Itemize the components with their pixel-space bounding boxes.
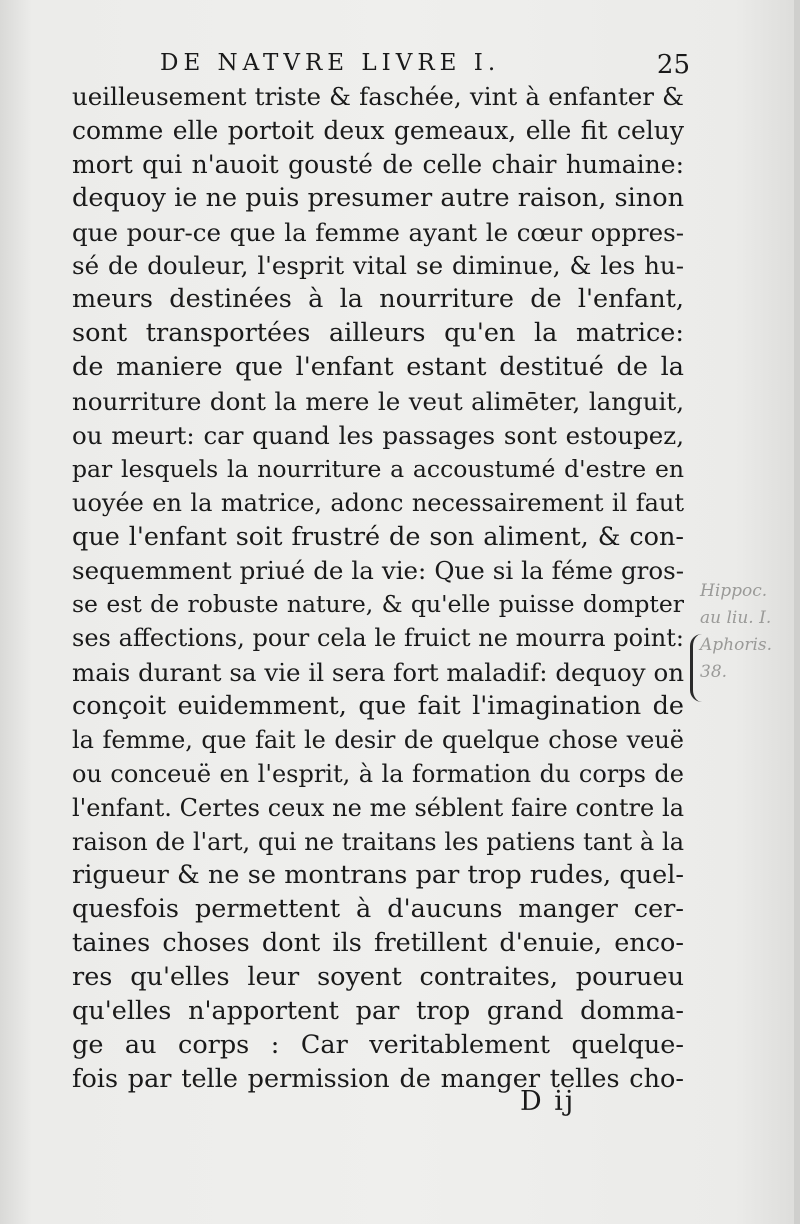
text-line: sé de douleur, l'esprit vital se diminue, & les hu- [72,251,684,281]
text-line: que pour-ce que la femme ayant le cœur oppres- [72,217,684,247]
text-line: taines choses dont ils fretillent d'enuie, enco- [72,928,684,959]
margin-note-line: Aphoris. [700,635,773,655]
margin-note [700,578,800,686]
text-line: ou conceuë en l'esprit, à la formation du corps de [72,759,684,788]
text-line: ueilleusement triste & faschée, vint à enfanter & [72,82,684,111]
text-line: mais durant sa vie il sera fort maladif: dequoy on [72,658,684,688]
text-line: ou meurt: car quand les passages sont estoupez, [72,420,684,450]
page-number: 25 [656,50,690,80]
page-edge [794,0,800,1224]
text-line: qu'elles n'apportent par trop grand domma- [72,996,684,1027]
text-line: rigueur & ne se montrans par trop rudes, quel- [72,860,684,891]
text-line: l'enfant. Certes ceux ne me séblent faire contre la [72,793,684,822]
text-line: nourriture dont la mere le veut alimēter, languit, [72,387,684,417]
text-line: uoyée en la matrice, adonc necessairement il faut [72,488,684,517]
text-line: dequoy ie ne puis presumer autre raison, sinon [72,182,684,213]
text-line: comme elle portoit deux gemeaux, elle fit celuy [72,115,684,145]
text-line: mort qui n'auoit gousté de celle chair humaine: [72,149,684,179]
text-line: ses affections, pour cela le fruict ne mourra point: [72,624,684,653]
text-line: sequemment priué de la vie: Que si la féme gros- [72,556,684,586]
text-line: se est de robuste nature, & qu'elle puisse dompter [72,590,684,619]
text-line: ge au corps : Car veritablement quelque- [72,1029,684,1060]
running-head [160,50,690,82]
text-line: sont transportées ailleurs qu'en la matrice: [72,318,684,349]
signature-mark: D ij [520,1086,576,1117]
running-title: DE NATVRE LIVRE I. [160,50,501,76]
text-line: res qu'elles leur soyent contraites, pourueu [72,962,684,993]
text-line: fois par telle permission de manger telles cho- [72,1063,684,1094]
text-line: par lesquels la nourriture a accoustumé d'estre en [72,454,684,483]
text-line: raison de l'art, qui ne traitans les patiens tant à la [72,827,684,856]
margin-note-line: Hippoc. [700,581,768,601]
text-line: de maniere que l'enfant estant destitué de la [72,352,684,383]
text-line: meurs destinées à la nourriture de l'enfant, [72,284,684,315]
margin-note-line: au liu. I. [700,608,772,628]
body-text [72,80,684,1097]
text-line: quesfois permettent à d'aucuns manger cer- [72,894,684,925]
text-line: la femme, que fait le desir de quelque chose veuë [72,725,684,754]
margin-note-line: 38. [700,662,728,682]
text-line: conçoit euidemment, que fait l'imagination de [72,691,684,722]
text-line: que l'enfant soit frustré de son aliment, & con- [72,521,684,552]
